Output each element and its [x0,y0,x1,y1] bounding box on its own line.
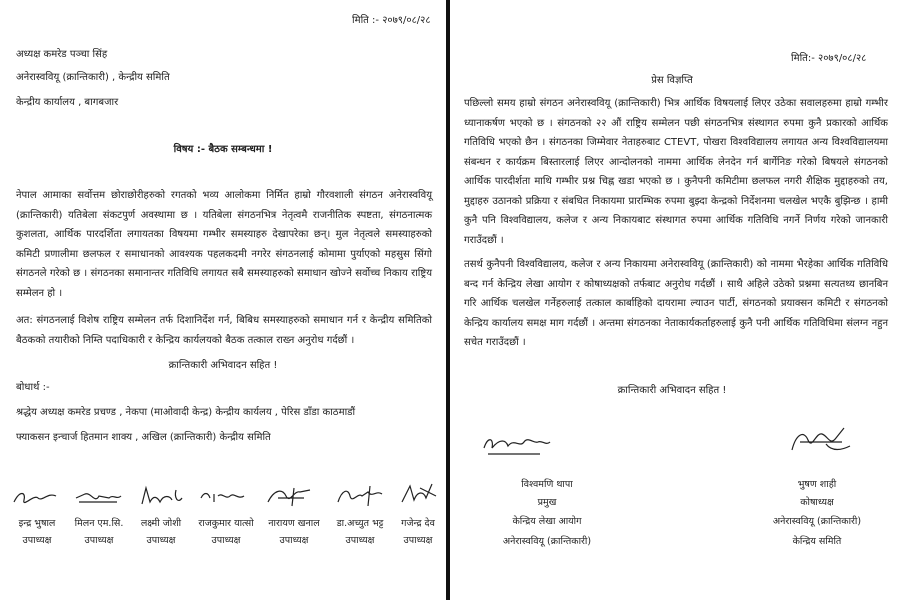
signatory-role-2: उपाध्यक्ष [84,535,114,546]
signature-5 [264,484,316,510]
cc-item-2: फ्याकसन इन्चार्ज हितमान शाक्य , अखिल (क्रान्तिकारी) केन्द्रीय समिति [16,432,271,443]
signature-treasurer [786,424,856,460]
signature-6 [334,482,386,510]
cc-label: बोधार्थ :- [16,382,50,393]
greeting: क्रान्तिकारी अभिवादन सहित ! [168,360,278,371]
signatory-name-7: गजेन्द्र देव [401,518,435,529]
signatory-thapa-line-3: अनेरास्ववियू (क्रान्तिकारी) [502,536,592,547]
signatory-shahi-line-2: अनेरास्ववियू (क्रान्तिकारी) [772,516,862,527]
signatory-name-1: इन्द्र भुषाल [18,518,56,529]
cc-item-1: श्रद्धेय अध्यक्ष कमरेड प्रचण्ड , नेकपा (माओवादी केन्द्र) केन्द्रीय कार्यलय , पेरिस डाँडा काठमाडौं [16,407,356,418]
signatory-role-7: उपाध्यक्ष [403,535,433,546]
signatory-name-thapa: विश्वमणि थापा [521,479,573,490]
signatory-thapa-line-1: प्रमुख [537,497,557,508]
signatory-name-5: नारायण खनाल [268,518,320,529]
signatory-role-1: उपाध्यक्ष [22,535,52,546]
signatory-name-shahi: भुषण शाही [797,479,837,490]
signatory-thapa-line-2: केन्द्रिय लेखा आयोग [512,516,582,527]
signatory-shahi-line-3: केन्द्रिय समिति [792,536,842,547]
signatory-role-3: उपाध्यक्ष [146,535,176,546]
letter-subject: विषय :- बैठक सम्बन्धमा ! [173,144,273,155]
signatory-role-6: उपाध्यक्ष [345,535,375,546]
letter-right [452,0,900,600]
signatory-name-2: मिलन एम.सि. [74,518,124,529]
signature-treasury-commission-chief [480,430,552,458]
signature-7 [396,480,440,510]
signatory-name-6: डा.अच्युत भट्ट [336,518,384,529]
press-title: प्रेस विज्ञप्ति [651,75,693,86]
signatory-name-4: राजकुमार यात्सो [198,518,254,529]
signatory-name-3: लक्ष्मी जोशी [140,518,182,529]
press-paragraph-2: तसर्थ कुनैपनी विश्वविद्यालय, कलेज र अन्य निकायमा अनेरास्ववियू (क्रान्तिकारी) को नाममा भैरहेका आर्थिक गतिविधि बन्द गर्न केन्द्रिय लेखा आयोग र कोषाध्यक्षको तर्फबाट अनुरोध गर्दछौं । साथै अहिले उठेको प्रश्नमा सत्यतथ्य छानबिन गरि आर्थिक चलखेल गर्नेहरुलाई तत्काल कार्बाहिको दायरामा ल्याउन पार्टी, संगठनको प्रयाक्सन कमिटी र संगठनको केन्द्रिय कार्यालय समक्ष माग गर्दछौं । अन्तमा संगठनका नेताकार्यकर्ताहरुलाई कुनै पनी आर्थिक गतिविधिमा संलग्न नहुन सचेत गराउँदछौं । [464,259,888,348]
signatory-role-4: उपाध्यक्ष [211,535,241,546]
signature-2 [73,486,123,510]
signatory-shahi-line-1: कोषाध्यक्ष [800,497,834,508]
body-paragraph-2: अत: संगठनलाई विशेष राष्ट्रिय सम्मेलन तर्फ दिशानिर्देश गर्न, बिबिध समस्याहरुको समाधान गर्न र केन्द्रीय समितिको बैठकको तयारीको निम्ति पदाधिकारी र केन्द्रिय कार्यलयको बैठक तत्काल राख्न अनुरोध गर्दछौं । [16,315,432,346]
body-paragraph-1: नेपाल आमाका सर्वोत्तम छोराछोरीहरुको रगतको भव्य आलोकमा निर्मित हाम्रो गौरवशाली संगठन अनेरास्ववियू (क्रान्तिकारी) यतिबेला संकटपुर्ण अवस्थामा छ । यतिबेला संगठनभित्र नेतृत्वमै राजनीतिक स्पष्टता, संगठनात्मक कुशलता, आर्थिक पारदर्शिता लगायतका विषयमा गम्भीर समस्याहरु देखापरेका छन्। मुल नेतृत्वले समस्याहरुको कमिटी प्रणालीमा छलफल र समाधानको आवश्यक पहलकदमी नगरेर संगठनलाई कोमामा पुर्याएको महसुस सिंगो संगठनले गरेको छ । संगठनका समानान्तर गतिविधि लगायत सबै समस्याहरुको समाधान खोज्ने सर्वोच्च निकाय राष्ट्रिय सम्मेलन हो । [16,190,432,299]
signature-3 [136,484,186,510]
address-line-2: अनेरास्ववियू (क्रान्तिकारी) , केन्द्रीय समिति [16,72,170,83]
press-paragraph-1: पछिल्लो समय हाम्रो संगठन अनेरास्ववियू (क्रान्तिकारी) भित्र आर्थिक विषयलाई लिएर उठेका सवालहरुमा हाम्रो गम्भीर ध्यानाकर्षण भएको छ । संगठनको २२ औं राष्ट्रिय सम्मेलन पछी संगठनभित्र संस्थागत रुपमा कुनै प्रकारको आर्थिक गतिविधि भएको छैन । संगठनका जिम्मेवार नेताहरुबाट CTEVT, पोखरा विश्वविद्यालय लगायत अन्य विश्वविद्यालयमा संबन्धन र कार्यक्रम बिस्तारलाई लिएर आन्दोलनको नाममा आर्थिक लेनदेन गर्न बार्गेनिङ गरेको बिषयले संगठनको आर्थिक पारदीर्शता माथि गम्भीर प्रश्न चिह्न खडा भएको छ । कुनैपनी कमिटीमा छलफल नगरी शैक्षिक मुद्दाहरुको तय, मुद्दाहरु उठानको प्रक्रिया र संबधित निकायमा प्रारम्भिक रुपमा बुझ्दा केन्द्रको निर्देशनमा चलखेल भएकै बुझिन्छ । हामी कुनै पनि विश्वविद्यालय, कलेज र अन्य निकायबाट संस्थागत रुपमा आर्थिक गतिविधि नगर्ने निर्णय गरेको जानकारी गराउँदछौं । [464,98,888,246]
address-line-3: केन्द्रीय कार्यालय , बागबजार [16,97,119,108]
page-divider [446,0,450,600]
press-greeting: क्रान्तिकारी अभिवादन सहित ! [617,385,727,396]
letter-date: मिति :- २०७९/०८/२८ [352,15,431,26]
signatory-role-5: उपाध्यक्ष [279,535,309,546]
signature-4 [198,486,248,510]
signature-1 [10,486,60,510]
press-date: मिति:- २०७९/०८/२८ [791,53,867,64]
address-line-1: अध्यक्ष कमरेड पञ्चा सिंह [16,49,108,60]
letter-left [0,0,446,600]
